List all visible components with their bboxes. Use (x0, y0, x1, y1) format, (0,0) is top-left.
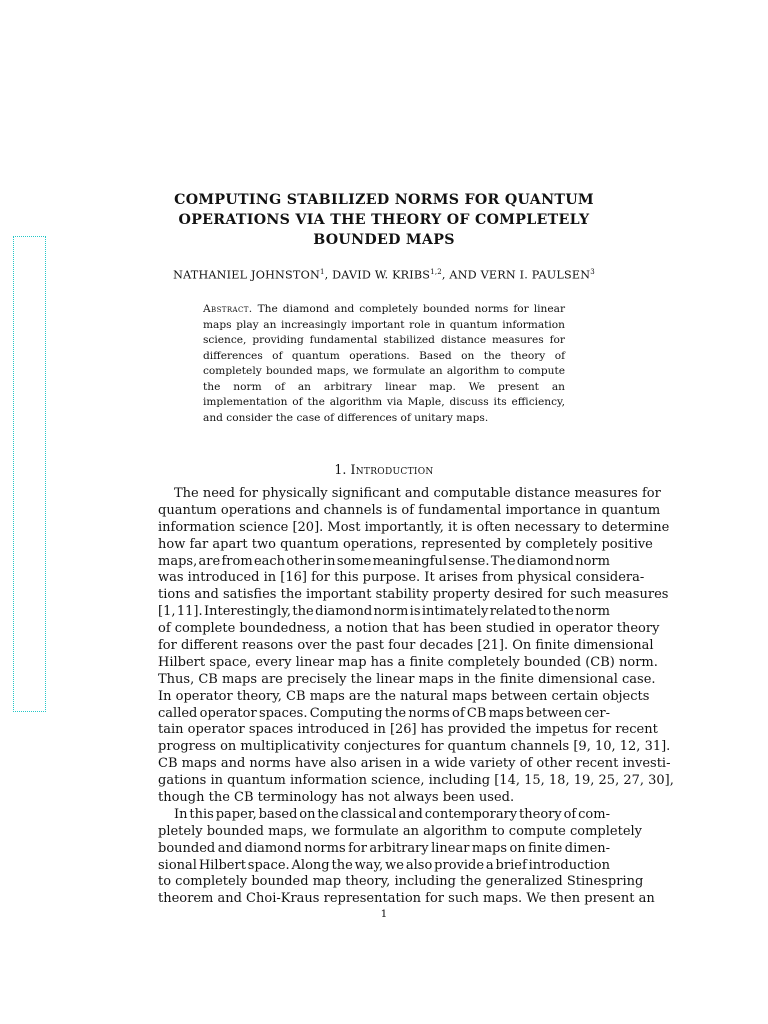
section-number: 1. (334, 462, 347, 477)
body-line: called operator spaces. Computing the norms of CB maps between cer- (158, 705, 610, 721)
body-line: In operator theory, CB maps are the natural maps between certain objects (158, 688, 650, 704)
affiliation-mark: 1 (319, 268, 325, 276)
body-line: theorem and Choi-Kraus representation for such maps. We then present an (158, 891, 655, 907)
body-line: was introduced in [16] for this purpose. It arises from physical considera- (158, 570, 645, 586)
body-line: [1, 11]. Interestingly, the diamond norm is intimately related to the norm (158, 604, 611, 620)
body-line: though the CB terminology has not always been used. (158, 790, 515, 806)
body-line: tions and satisfies the important stability property desired for such measures (158, 587, 669, 603)
body-line: to completely bounded map theory, including the generalized Stinespring (158, 874, 644, 890)
author-list (160, 265, 608, 283)
body-line: maps, are from each other in some meaningful sense. The diamond norm (158, 553, 610, 569)
body-line: for different reasons over the past four decades [21]. On finite dimensional (158, 638, 654, 654)
body-line: tain operator spaces introduced in [26] has provided the impetus for recent (158, 722, 658, 738)
introduction-body (158, 486, 674, 908)
affiliation-mark: 1,2 (430, 268, 442, 276)
body-line: In this paper, based on the classical and contemporary theory of com- (174, 806, 610, 822)
body-line: CB maps and norms have also arisen in a wide variety of other recent investi- (158, 756, 671, 772)
author-name: , DAVID W. KRIBS (324, 268, 431, 282)
abstract-label: Abstract. (203, 303, 253, 315)
affiliation-mark: 3 (590, 268, 595, 276)
body-line: progress on multiplicativity conjectures for quantum channels [9, 10, 12, 31]. (158, 739, 671, 755)
abstract-text: The diamond and completely bounded norms for linear maps play an increasingly important role in quantum information science, providing fundamental stabilized distance measures for differences of quantum operations. Based on the theory of completely bounded maps, we formulate an algorithm to compute the norm of an arbitrary linear map. We present an implementation of the algorithm via Maple, discuss its efficiency, and consider the case of differences of unitary maps. (203, 303, 566, 424)
abstract (203, 302, 565, 426)
arxiv-identifier-box[interactable] (13, 236, 46, 712)
title-line: BOUNDED MAPS (313, 232, 455, 248)
paper-title (150, 190, 618, 250)
body-line: Thus, CB maps are precisely the linear maps in the finite dimensional case. (158, 671, 656, 687)
body-line: sional Hilbert space. Along the way, we also provide a brief introduction (158, 857, 610, 873)
author-name: , AND VERN I. PAULSEN (441, 268, 591, 282)
title-line: COMPUTING STABILIZED NORMS FOR QUANTUM (174, 192, 594, 208)
body-line: pletely bounded maps, we formulate an algorithm to compute completely (158, 823, 643, 839)
page-number: 1 (380, 908, 388, 920)
body-line: gations in quantum information science, including [14, 15, 18, 19, 25, 27, 30], (158, 773, 674, 789)
body-line: bounded and diamond norms for arbitrary linear maps on finite dimen- (158, 840, 611, 856)
body-line: The need for physically significant and computable distance measures for (174, 486, 661, 501)
body-line: quantum operations and channels is of fundamental importance in quantum (158, 502, 661, 518)
section-title: Introduction (350, 462, 434, 477)
body-line: Hilbert space, every linear map has a finite completely bounded (CB) norm. (158, 654, 658, 670)
author-name: NATHANIEL JOHNSTON (173, 268, 320, 282)
body-line: of complete boundedness, a notion that has been studied in operator theory (158, 621, 660, 637)
body-line: how far apart two quantum operations, represented by completely positive (158, 536, 653, 552)
title-line: OPERATIONS VIA THE THEORY OF COMPLETELY (178, 212, 590, 228)
body-line: information science [20]. Most importantly, it is often necessary to determine (158, 519, 670, 535)
section-heading (160, 462, 608, 478)
